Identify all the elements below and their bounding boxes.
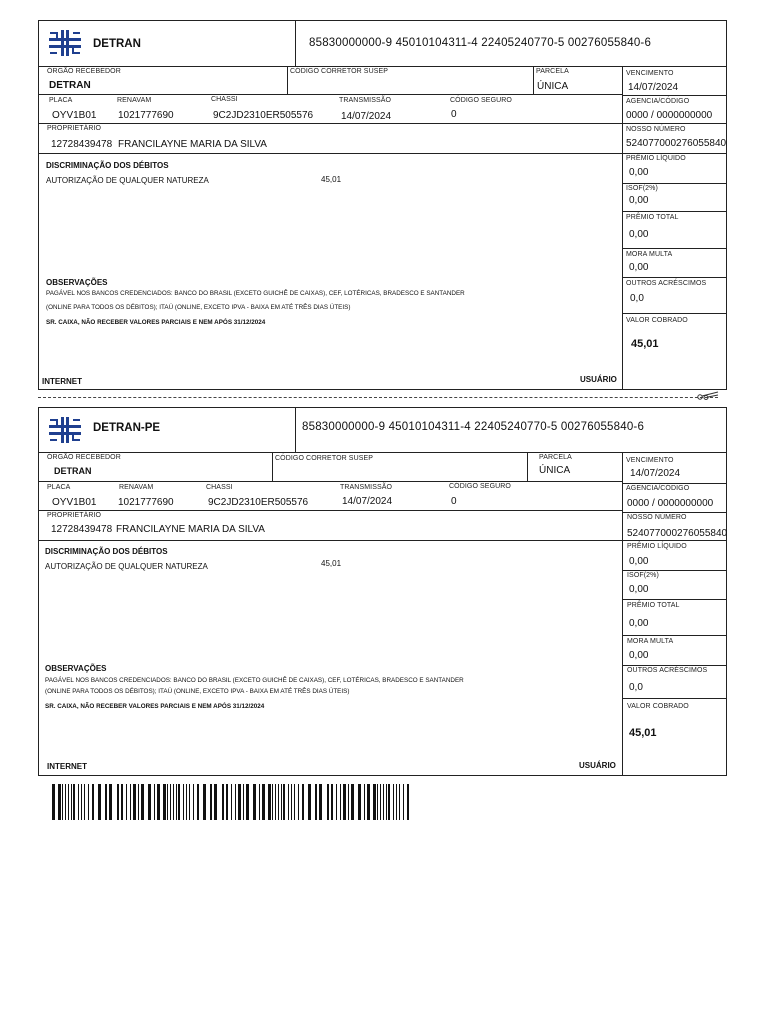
barcode-line: 85830000000-9 45010104311-4 22405240770-5 00276055840-6 (302, 421, 645, 433)
barcode-line: 85830000000-9 45010104311-4 22405240770-5 00276055840-6 (309, 37, 652, 49)
renavam-label: RENAVAM (119, 484, 154, 491)
agencia-value: 0000 / 0000000000 (626, 110, 713, 121)
chassi-label: CHASSI (211, 96, 238, 103)
observacoes-title: OBSERVAÇÕES (45, 664, 107, 673)
barcode-bar (167, 784, 168, 820)
premio-value: 0,00 (629, 556, 649, 567)
proprietario-doc: 12728439478 (51, 139, 113, 150)
proprietario-doc: 12728439478 (51, 524, 113, 535)
barcode-bar (65, 784, 66, 820)
cobrado-label: VALOR COBRADO (626, 317, 688, 324)
barcode-bar (235, 784, 236, 820)
placa-label: PLACA (47, 484, 71, 491)
nosso-numero-label: NOSSO NÚMERO (626, 126, 686, 133)
barcode-bar (278, 784, 279, 820)
chassi-value: 9C2JD2310ER505576 (213, 110, 314, 121)
mora-label: MORA MULTA (627, 638, 674, 645)
barcode-bar (340, 784, 341, 820)
premio-label: PRÊMIO LÍQUIDO (626, 155, 686, 162)
barcode-bar (319, 784, 322, 820)
barcode-bar (364, 784, 365, 820)
iof-label: ISOF(2%) (626, 185, 658, 192)
barcode-bar (373, 784, 376, 820)
barcode-bar (272, 784, 273, 820)
barcode-bar (291, 784, 292, 820)
premio-label: PRÊMIO LÍQUIDO (627, 543, 687, 550)
vencimento-label: VENCIMENTO (626, 457, 674, 464)
barcode-bar (268, 784, 271, 820)
barcode-bar (393, 784, 394, 820)
obs-line-3: SR. CAIXA, NÃO RECEBER VALORES PARCIAIS E NEM APÓS 31/12/2024 (46, 319, 266, 326)
mora-value: 0,00 (629, 650, 649, 661)
debito-desc: AUTORIZAÇÃO DE QUALQUER NATUREZA (45, 562, 208, 571)
debitos-title: DISCRIMINAÇÃO DOS DÉBITOS (46, 161, 169, 170)
renavam-value: 1021777690 (118, 497, 174, 508)
barcode-bar (348, 784, 349, 820)
proprietario-name: FRANCILAYNE MARIA DA SILVA (118, 139, 267, 150)
barcode-bar (170, 784, 171, 820)
debito-desc: AUTORIZAÇÃO DE QUALQUER NATUREZA (46, 176, 209, 185)
nosso-numero-label: NOSSO NÚMERO (627, 514, 687, 521)
outros-label: OUTROS ACRÉSCIMOS (627, 667, 708, 674)
iof-label: ISOF(2%) (627, 572, 659, 579)
barcode-bar (126, 784, 127, 820)
transmissao-value: 14/07/2024 (341, 111, 392, 122)
barcode-bar (58, 784, 61, 820)
orgao-value: DETRAN (49, 80, 91, 91)
transmissao-label: TRANSMISSÃO (339, 97, 392, 104)
detran-logo-icon (47, 416, 83, 444)
transmissao-value: 14/07/2024 (342, 496, 393, 507)
parcela-value: ÚNICA (537, 81, 569, 92)
orgao-value: DETRAN (54, 466, 92, 476)
barcode-bar (351, 784, 354, 820)
placa-value: OYV1B01 (52, 110, 97, 121)
barcode-bar (358, 784, 361, 820)
barcode-bar (133, 784, 136, 820)
barcode-bar (138, 784, 139, 820)
proprietario-label: PROPRIETÁRIO (47, 125, 102, 132)
payment-slip-2 (38, 407, 727, 776)
chassi-label: CHASSI (206, 484, 233, 491)
barcode-bar (117, 784, 119, 820)
barcode-bar (396, 784, 397, 820)
debito-value: 45,01 (321, 559, 342, 568)
codigo-seguro-value: 0 (451, 109, 457, 120)
barcode-bar (121, 784, 123, 820)
susep-label: CÓDIGO CORRETOR SUSEP (290, 68, 389, 75)
total-label: PRÊMIO TOTAL (627, 602, 680, 609)
barcode-bar (246, 784, 249, 820)
barcode-bar (78, 784, 79, 820)
barcode-bar (243, 784, 244, 820)
barcode-bar (262, 784, 265, 820)
barcode-bar (259, 784, 260, 820)
footer-internet: INTERNET (47, 762, 87, 771)
barcode-bar (157, 784, 160, 820)
barcode-bar (403, 784, 404, 820)
barcode-bar (281, 784, 282, 820)
barcode-bar (98, 784, 101, 820)
barcode-bar (109, 784, 112, 820)
barcode-bar (336, 784, 337, 820)
cobrado-value: 45,01 (629, 727, 657, 739)
barcode-bar (288, 784, 289, 820)
barcode-bar (68, 784, 69, 820)
parcela-label: PARCELA (536, 68, 569, 75)
placa-value: OYV1B01 (52, 497, 97, 508)
renavam-value: 1021777690 (118, 110, 174, 121)
barcode-bar (275, 784, 276, 820)
vencimento-value: 14/07/2024 (628, 82, 679, 93)
debito-value: 45,01 (321, 175, 342, 184)
barcode-bar (386, 784, 387, 820)
premio-value: 0,00 (629, 167, 649, 178)
barcode-bar (84, 784, 85, 820)
agency-name: DETRAN (93, 38, 141, 50)
barcode-bar (231, 784, 232, 820)
barcode-bar (377, 784, 378, 820)
barcode-bar (176, 784, 177, 820)
barcode-bar (141, 784, 144, 820)
barcode-bar (189, 784, 190, 820)
cut-line (38, 397, 718, 398)
outros-value: 0,0 (630, 293, 644, 304)
payment-slip-1 (38, 20, 727, 390)
parcela-label: PARCELA (539, 454, 572, 461)
nosso-numero-value: 524077000276055840 (627, 528, 728, 539)
barcode-bar (302, 784, 304, 820)
obs-line-3: SR. CAIXA, NÃO RECEBER VALORES PARCIAIS E NEM APÓS 31/12/2024 (45, 703, 265, 710)
detran-logo-icon (47, 29, 83, 57)
total-value: 0,00 (629, 618, 649, 629)
outros-value: 0,0 (629, 682, 643, 693)
barcode-bar (214, 784, 217, 820)
barcode-bar (71, 784, 72, 820)
barcode-bar (298, 784, 299, 820)
barcode-bar (203, 784, 206, 820)
barcode-bar (222, 784, 224, 820)
barcode-bar (315, 784, 317, 820)
total-value: 0,00 (629, 229, 649, 240)
barcode-bar (73, 784, 75, 820)
footer-internet: INTERNET (42, 377, 82, 386)
barcode-image (52, 784, 412, 820)
agencia-label: AGENCIA/CÓDIGO (626, 98, 690, 105)
barcode-bar (388, 784, 390, 820)
obs-line-1: PAGÁVEL NOS BANCOS CREDENCIADOS: BANCO DO BRASIL (EXCETO GUICHÊ DE CAIXAS), CEF, LOTÉRICAS, BRADESCO E SANTANDER (46, 290, 465, 297)
barcode-bar (253, 784, 256, 820)
parcela-value: ÚNICA (539, 465, 571, 476)
barcode-bar (186, 784, 187, 820)
orgao-label: ÓRGÃO RECEBEDOR (47, 454, 121, 461)
outros-label: OUTROS ACRÉSCIMOS (626, 280, 707, 287)
mora-label: MORA MULTA (626, 251, 673, 258)
debitos-title: DISCRIMINAÇÃO DOS DÉBITOS (45, 547, 168, 556)
susep-label: CÓDIGO CORRETOR SUSEP (275, 455, 374, 462)
mora-value: 0,00 (629, 262, 649, 273)
barcode-bar (197, 784, 199, 820)
barcode-bar (367, 784, 370, 820)
barcode-bar (226, 784, 228, 820)
proprietario-label: PROPRIETÁRIO (47, 512, 102, 519)
codigo-seguro-label: CÓDIGO SEGURO (449, 483, 511, 490)
transmissao-label: TRANSMISSÃO (340, 484, 393, 491)
barcode-bar (308, 784, 311, 820)
barcode-bar (383, 784, 384, 820)
observacoes-title: OBSERVAÇÕES (46, 278, 108, 287)
iof-value: 0,00 (629, 195, 649, 206)
barcode-bar (407, 784, 409, 820)
barcode-bar (52, 784, 55, 820)
barcode-bar (399, 784, 400, 820)
barcode-bar (380, 784, 381, 820)
total-label: PRÊMIO TOTAL (626, 214, 679, 221)
agencia-label: AGENCIA/CÓDIGO (626, 485, 690, 492)
barcode-bar (81, 784, 82, 820)
barcode-bar (88, 784, 89, 820)
barcode-bar (154, 784, 155, 820)
obs-line-1: PAGÁVEL NOS BANCOS CREDENCIADOS: BANCO DO BRASIL (EXCETO GUICHÊ DE CAIXAS), CEF, LOTÉRICAS, BRADESCO E SANTANDER (45, 677, 464, 684)
barcode-bar (62, 784, 63, 820)
vencimento-label: VENCIMENTO (626, 70, 674, 77)
placa-label: PLACA (49, 97, 73, 104)
barcode-bar (210, 784, 212, 820)
barcode-bar (327, 784, 329, 820)
barcode-bar (130, 784, 131, 820)
obs-line-2: (ONLINE PARA TODOS OS DÉBITOS); ITAÚ (ONLINE, EXCETO IPVA - BAIXA EM ATÉ TRÊS DIAS ÚTEIS) (46, 304, 351, 311)
footer-usuario: USUÁRIO (580, 375, 617, 384)
barcode-bar (238, 784, 241, 820)
orgao-label: ÓRGÃO RECEBEDOR (47, 68, 121, 75)
cobrado-label: VALOR COBRADO (627, 703, 689, 710)
agency-name: DETRAN-PE (93, 422, 161, 434)
barcode-bar (178, 784, 180, 820)
iof-value: 0,00 (629, 584, 649, 595)
footer-usuario: USUÁRIO (579, 761, 616, 770)
obs-line-2: (ONLINE PARA TODOS OS DÉBITOS); ITAÚ (ONLINE, EXCETO IPVA - BAIXA EM ATÉ TRÊS DIAS ÚTEIS) (45, 688, 350, 695)
barcode-bar (148, 784, 151, 820)
proprietario-name: FRANCILAYNE MARIA DA SILVA (116, 524, 265, 535)
cobrado-value: 45,01 (631, 338, 659, 350)
barcode-bar (294, 784, 295, 820)
renavam-label: RENAVAM (117, 97, 152, 104)
scissors-icon (696, 390, 720, 400)
barcode-bar (105, 784, 107, 820)
barcode-bar (343, 784, 346, 820)
codigo-seguro-value: 0 (451, 496, 457, 507)
barcode-bar (283, 784, 285, 820)
barcode-bar (183, 784, 184, 820)
agencia-value: 0000 / 0000000000 (627, 498, 714, 509)
barcode-bar (92, 784, 94, 820)
vencimento-value: 14/07/2024 (630, 468, 681, 479)
barcode-bar (331, 784, 333, 820)
barcode-bar (163, 784, 166, 820)
barcode-bar (193, 784, 194, 820)
barcode-bar (173, 784, 174, 820)
codigo-seguro-label: CÓDIGO SEGURO (450, 97, 512, 104)
chassi-value: 9C2JD2310ER505576 (208, 497, 309, 508)
nosso-numero-value: 524077000276055840 (626, 138, 727, 149)
